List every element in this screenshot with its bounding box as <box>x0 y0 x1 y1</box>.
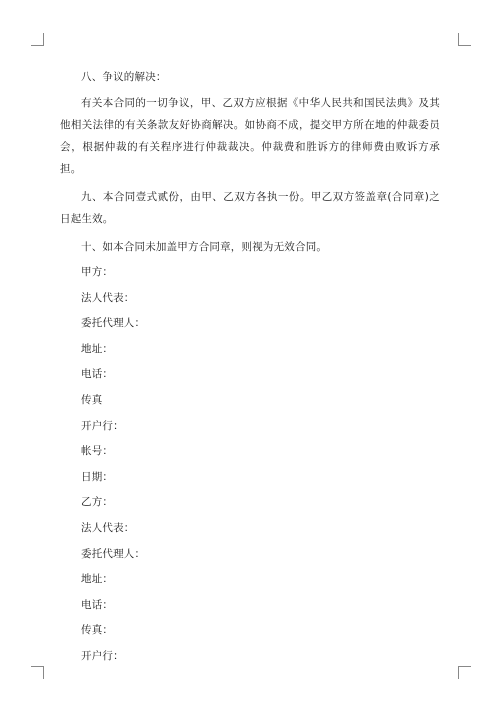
party-a-agent: 委托代理人： <box>81 317 146 330</box>
paragraph-seal-validity: 十、如本合同未加盖甲方合同章，则视为无效合同。 <box>81 241 328 253</box>
party-a-fax: 传真 <box>81 393 103 406</box>
party-a-block <box>60 264 440 485</box>
party-a-account: 帐号： <box>81 445 114 458</box>
party-b-bank: 开户行： <box>81 649 124 662</box>
document-body <box>60 66 440 674</box>
party-a-label: 甲方： <box>81 266 114 278</box>
crop-mark-bottom-left <box>31 666 44 679</box>
party-b-label: 乙方： <box>81 496 114 509</box>
party-a-date: 日期： <box>81 470 114 483</box>
party-b-agent: 委托代理人： <box>81 547 146 560</box>
crop-mark-bottom-right <box>458 666 471 679</box>
crop-mark-top-left <box>31 33 44 46</box>
party-a-legal-rep: 法人代表： <box>81 291 135 304</box>
party-a-address: 地址： <box>81 342 114 355</box>
party-b-block <box>60 494 440 664</box>
party-b-legal-rep: 法人代表： <box>81 521 135 534</box>
paragraph-dispute-resolution: 有关本合同的一切争议，甲、乙双方应根据《中华人民共和国民法典》及其他相关法律的有关条款友好协商解决。如协商不成，提交甲方所在地的仲裁委员会，根据仲裁的有关程序进行仲裁裁决。仲裁费和胜诉方的律师费由败诉方承担。 <box>60 97 440 175</box>
party-b-fax: 传真： <box>81 624 114 637</box>
section-heading-dispute: 八、争议的解决： <box>81 71 167 83</box>
party-b-phone: 电话： <box>81 598 114 611</box>
party-a-phone: 电话： <box>81 368 114 381</box>
party-a-bank: 开户行： <box>81 419 124 432</box>
crop-mark-top-right <box>458 33 471 46</box>
party-b-address: 地址： <box>81 573 114 586</box>
paragraph-copies-effective: 九、本合同壹式贰份，由甲、乙双方各执一份。甲乙双方签盖章(合同章)之日起生效。 <box>60 191 440 225</box>
